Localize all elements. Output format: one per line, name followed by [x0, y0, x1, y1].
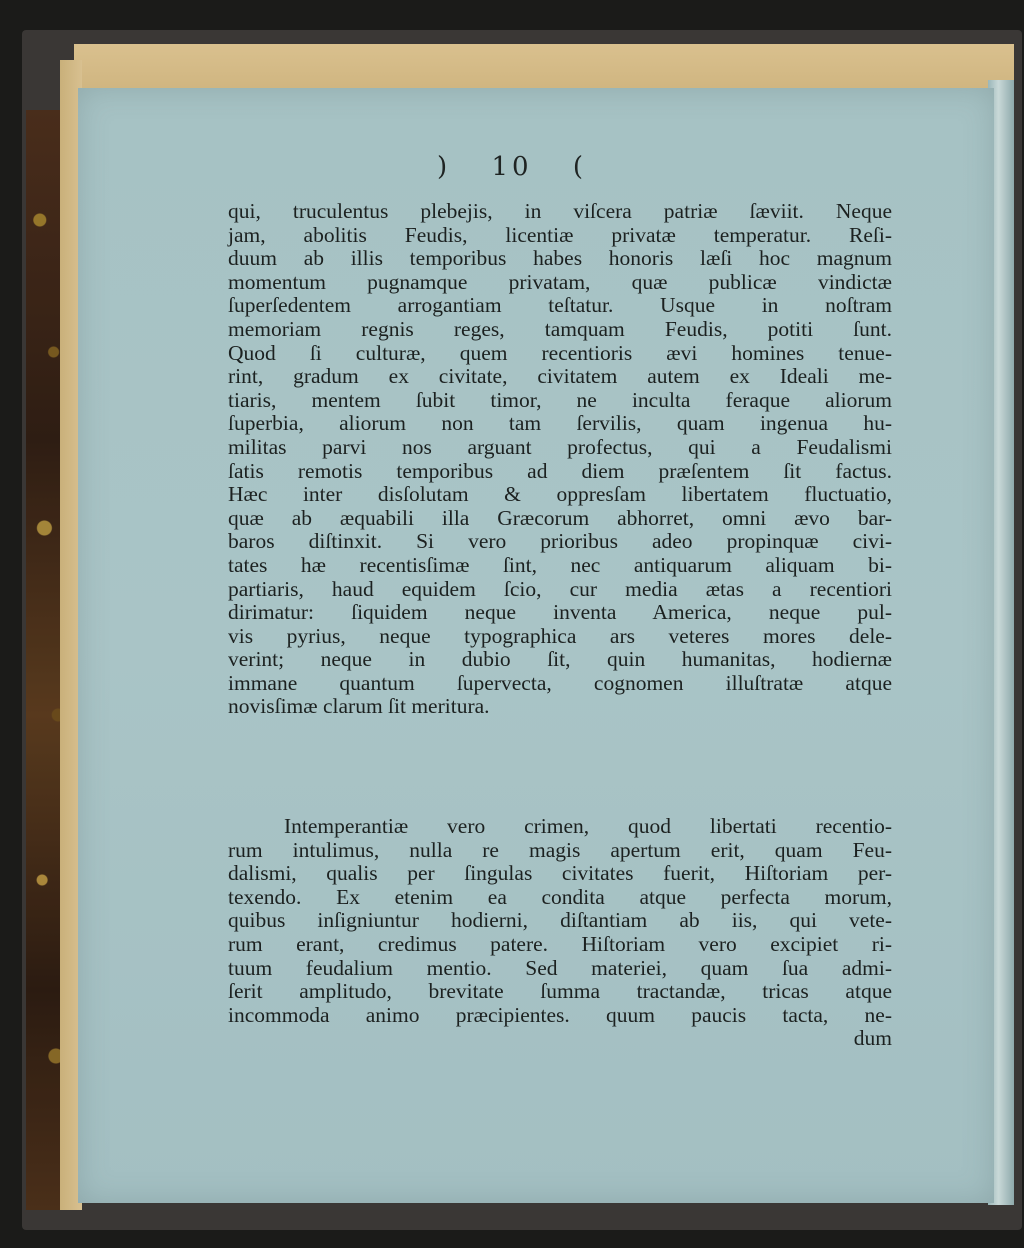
text-line: duum ab illis temporibus habes honoris læſi hoc magnum [228, 246, 892, 271]
text-line: quibus inſigniuntur hodierni, diſtantiam ab iis, qui vete- [228, 908, 892, 933]
paragraph-1 [228, 200, 892, 719]
text-line: memoriam regnis reges, tamquam Feudis, potiti ſunt. [228, 316, 892, 341]
text-line: Hæc inter disſolutam & oppresſam libertatem fluctuatio, [228, 482, 892, 507]
text-line: rum erant, credimus patere. Hiſtoriam vero excipiet ri- [228, 931, 892, 956]
text-line: tates hæ recentisſimæ ſint, nec antiquarum aliquam bi- [228, 552, 892, 577]
catchword: dum [853, 1026, 892, 1051]
text-line: jam, abolitis Feudis, licentiæ privatæ temperatur. Reſi- [228, 222, 892, 247]
text-line: incommoda animo præcipientes. quum paucis tacta, ne- [228, 1002, 892, 1027]
text-line: qui, truculentus plebejis, in viſcera patriæ ſæviit. Neque [228, 199, 892, 223]
text-line: ſatis remotis temporibus ad diem præſentem ſit factus. [228, 458, 892, 483]
running-header [0, 152, 1024, 182]
text-line: rint, gradum ex civitate, civitatem autem ex Ideali me- [228, 364, 892, 389]
text-line: baros diſtinxit. Si vero prioribus adeo propinquæ civi- [228, 529, 892, 554]
text-line: rum intulimus, nulla re magis apertum erit, quam Feu- [228, 837, 892, 862]
text-line: tiaris, mentem ſubit timor, ne inculta feraque aliorum [228, 387, 892, 412]
text-line: immane quantum ſupervecta, cognomen illuſtratæ atque [228, 670, 892, 695]
text-line: ſuperſedentem arrogantiam teſtatur. Usque in noſtram [228, 293, 892, 318]
header-left-bracket: ) [437, 152, 452, 182]
text-line: novisſimæ clarum ſit meritura. [228, 694, 490, 719]
text-line: Intemperantiæ vero crimen, quod libertati recentio- [284, 814, 892, 838]
text-line: partiaris, haud equidem ſcio, cur media ætas a recentiori [228, 576, 892, 601]
text-line: ſuperbia, aliorum non tam ſervilis, quam ingenua hu- [228, 411, 892, 436]
text-line: dirimatur: ſiquidem neque inventa America, neque pul- [228, 600, 892, 625]
text-line: Quod ſi culturæ, quem recentioris ævi homines tenue- [228, 340, 892, 365]
text-line: quæ ab æquabili illa Græcorum abhorret, omni ævo bar- [228, 505, 892, 530]
text-line: texendo. Ex etenim ea condita atque perfecta morum, [228, 884, 892, 909]
header-right-bracket: ( [572, 152, 587, 182]
text-line: dalismi, qualis per ſingulas civitates fuerit, Hiſtoriam per- [228, 861, 892, 886]
text-line: momentum pugnamque privatam, quæ publicæ vindictæ [228, 269, 892, 294]
text-line: vis pyrius, neque typographica ars veteres mores dele- [228, 623, 892, 648]
text-line: ſerit amplitudo, brevitate ſumma tractandæ, tricas atque [228, 979, 892, 1004]
page-number: 10 [491, 152, 533, 182]
paragraph-2 [228, 815, 892, 1051]
text-line: tuum feudalium mentio. Sed materiei, quam ſua admi- [228, 955, 892, 980]
text-line: verint; neque in dubio ſit, quin humanitas, hodiernæ [228, 647, 892, 672]
text-line: militas parvi nos arguant profectus, qui a Feudalismi [228, 434, 892, 459]
